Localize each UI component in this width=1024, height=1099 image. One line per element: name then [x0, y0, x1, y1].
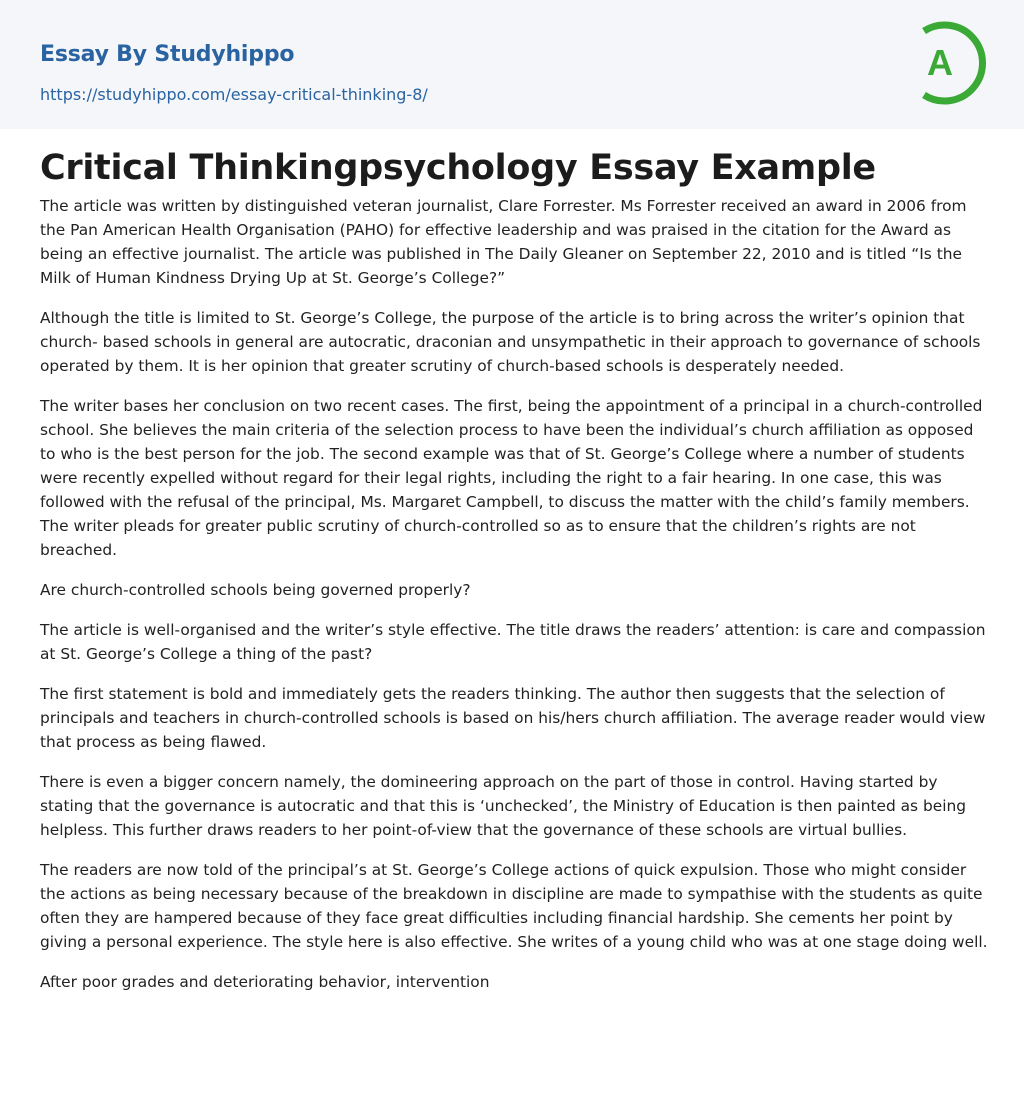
- studyhippo-logo-icon[interactable]: [913, 19, 987, 107]
- paragraph: The first statement is bold and immediately gets the readers thinking. The author then suggests that the selection of principals and teachers in church-controlled schools is based on his/hers church affiliation. The average reader would view that process as being flawed.: [40, 685, 986, 751]
- logo-letter: A: [927, 42, 953, 83]
- article-body: [40, 194, 988, 1010]
- paragraph: The readers are now told of the principal’s at St. George’s College actions of quick expulsion. Those who might consider the actions as being necessary because of the breakdown in discipline are made to sympathise with the students as quite often they are hampered because of they face great difficulties including financial hardship. She cements her point by giving a personal experience. The style here is also effective. She writes of a young child who was at one stage doing well.: [40, 861, 988, 951]
- paragraph: Although the title is limited to St. George’s College, the purpose of the article is to bring across the writer’s opinion that church- based schools in general are autocratic, draconian and unsympathetic in their approach to governance of schools operated by them. It is her opinion that greater scrutiny of church-based schools is desperately needed.: [40, 309, 981, 375]
- paragraph: There is even a bigger concern namely, the domineering approach on the part of those in control. Having started by stating that the governance is autocratic and that this is ‘unchecked’, the Ministry of Education is then painted as being helpless. This further draws readers to her point-of-view that the governance of these schools are virtual bullies.: [40, 773, 967, 839]
- paragraph: The article is well-organised and the writer’s style effective. The title draws the readers’ attention: is care and compassion at St. George’s College a thing of the past?: [40, 621, 986, 663]
- page-url-link[interactable]: https://studyhippo.com/essay-critical-thinking-8/: [40, 85, 428, 104]
- paragraph: The writer bases her conclusion on two recent cases. The first, being the appointment of a principal in a church-controlled school. She believes the main criteria of the selection process to have been the individual’s church affiliation as opposed to who is the best person for the job. The second example was that of St. George’s College where a number of students were recently expelled without regard for their legal rights, including the right to a fair hearing. In one case, this was followed with the refusal of the principal, Ms. Margaret Campbell, to discuss the matter with the child’s family members. The writer pleads for greater public scrutiny of church-controlled so as to ensure that the children’s rights are not breached.: [40, 397, 983, 559]
- page-title: Critical Thinkingpsychology Essay Example: [40, 148, 876, 188]
- paragraph: After poor grades and deteriorating behavior, intervention: [40, 973, 490, 991]
- paragraph: The article was written by distinguished veteran journalist, Clare Forrester. Ms Forrester received an award in 2006 from the Pan American Health Organisation (PAHO) for effective leadership and was praised in the citation for the Award as being an effective journalist. The article was published in The Daily Gleaner on September 22, 2010 and is titled “Is the Milk of Human Kindness Drying Up at St. George’s College?”: [40, 197, 967, 287]
- site-brand[interactable]: Essay By Studyhippo: [40, 42, 295, 67]
- paragraph: Are church-controlled schools being governed properly?: [40, 581, 471, 599]
